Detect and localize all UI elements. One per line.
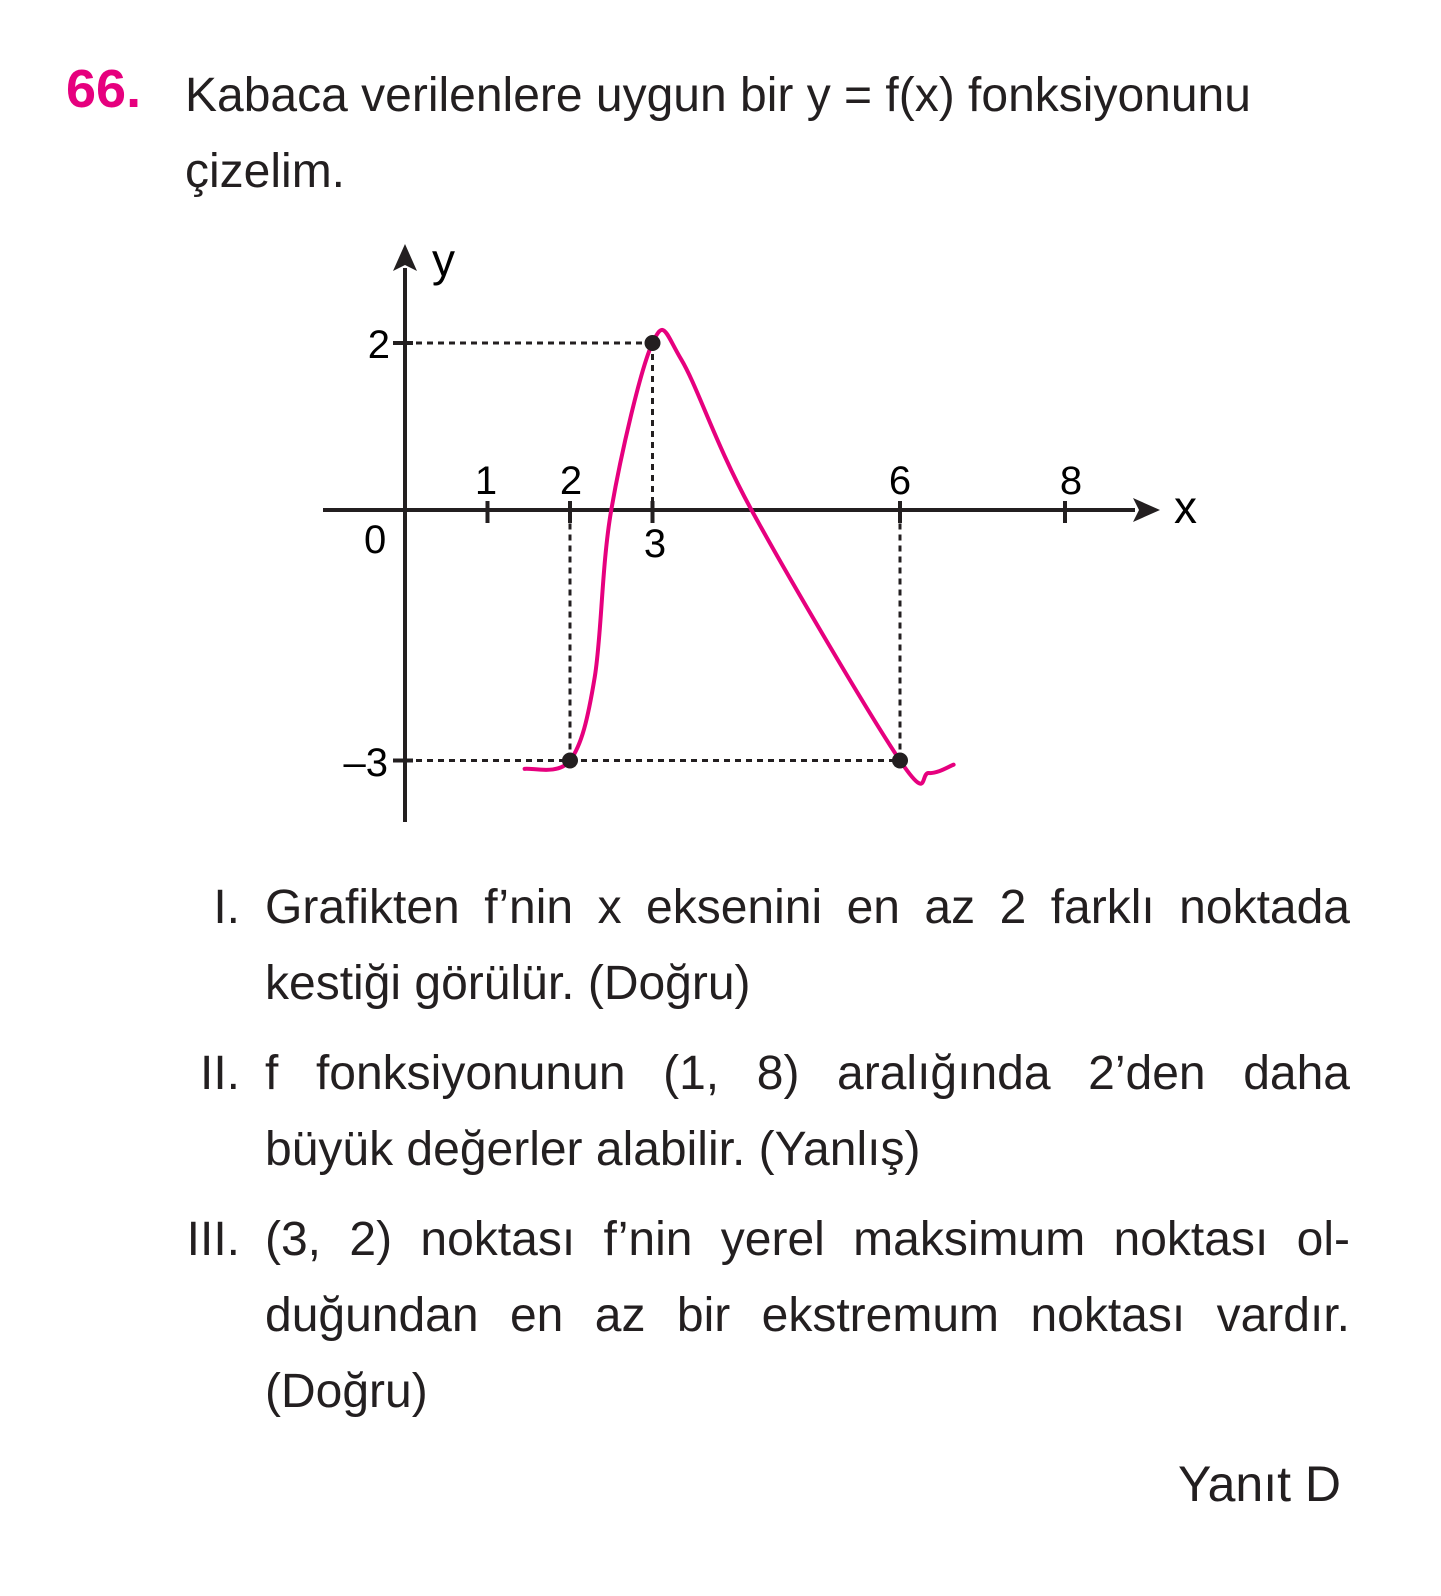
- statement-number: I.: [213, 881, 240, 934]
- marked-point: [562, 753, 578, 769]
- question-line: Kabaca verilenlere uygun bir y = f(x) fonksiyonunu: [185, 69, 1251, 122]
- statement-line: kestiği görülür. (Doğru): [265, 957, 751, 1010]
- y-axis-label: y: [432, 234, 455, 286]
- statement-line: (3, 2) noktası f’nin yerel maksimum noktası ol-: [265, 1213, 1350, 1266]
- statement-line: f fonksiyonunun (1, 8) aralığında 2’den daha: [265, 1047, 1350, 1100]
- statement-line: büyük değerler alabilir. (Yanlış): [265, 1123, 921, 1176]
- function-curve: [525, 330, 954, 784]
- y-axis-arrowhead: [393, 244, 417, 271]
- y-tick-label: –3: [343, 741, 388, 785]
- axis-ticks: [393, 343, 1065, 761]
- x-tick-label: 2: [559, 459, 583, 503]
- x-tick-label: 6: [888, 459, 912, 503]
- answer-label: Yanıt D: [1177, 1456, 1341, 1512]
- statement-number: III.: [186, 1213, 240, 1266]
- question-line: çizelim.: [185, 145, 346, 198]
- x-tick-label: 1: [474, 459, 498, 503]
- statement-iii: [170, 1202, 1350, 1430]
- statement-line: Grafikten f’nin x eksenini en az 2 farklı noktada: [265, 881, 1350, 934]
- statement-line: duğundan en az bir ekstremum noktası vardır.: [265, 1289, 1350, 1342]
- statement-ii: [170, 1036, 1350, 1188]
- statements: [170, 870, 1350, 1444]
- x-tick-label: 3: [643, 522, 667, 566]
- origin-label: 0: [364, 518, 387, 562]
- question-number: 66.: [66, 59, 142, 119]
- statement-line: (Doğru): [265, 1365, 428, 1418]
- x-axis-arrowhead: [1133, 498, 1160, 522]
- x-axis-label: x: [1174, 481, 1197, 533]
- statement-i: [170, 870, 1350, 1022]
- marked-point: [645, 335, 661, 351]
- marked-points: [559, 335, 908, 769]
- y-tick-label: 2: [367, 323, 390, 367]
- x-tick-label: 8: [1059, 459, 1083, 503]
- marked-point: [892, 753, 908, 769]
- statement-number: II.: [199, 1047, 240, 1100]
